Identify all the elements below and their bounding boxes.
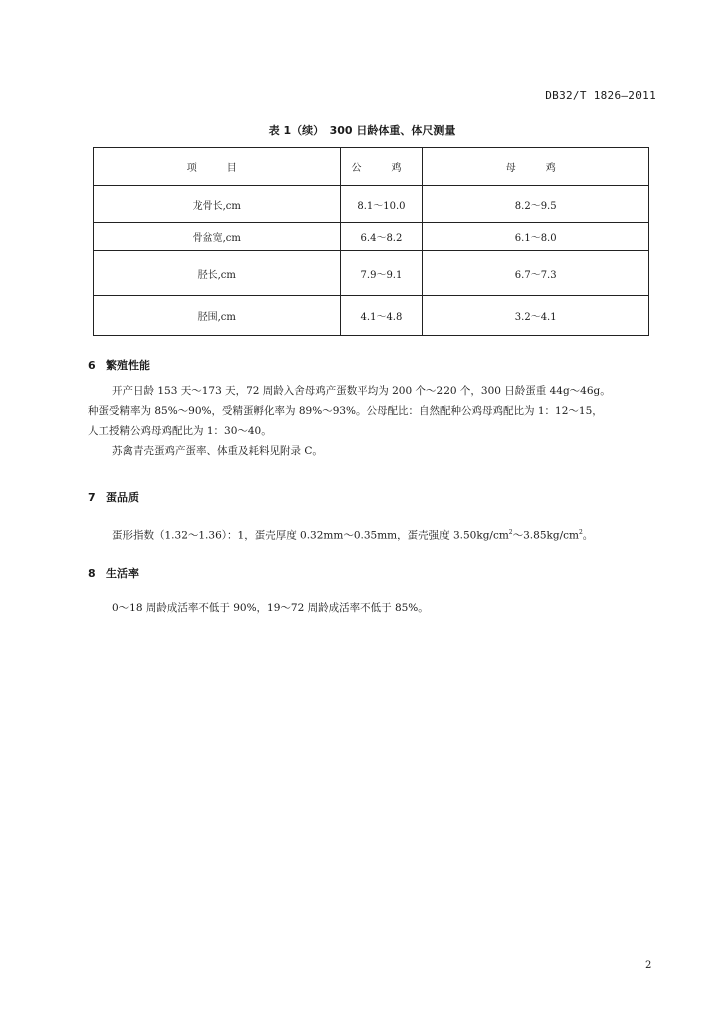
paragraph-line: 苏禽青壳蛋鸡产蛋率、体重及耗料见附录 C。 — [112, 445, 323, 457]
table-row — [94, 223, 649, 251]
section-title: 繁殖性能 — [106, 359, 150, 372]
paragraph-line — [88, 523, 658, 546]
table-header-row — [94, 148, 649, 186]
text-segment: ～3.85kg/cm — [512, 529, 579, 542]
column-header-item: 项 目 — [94, 148, 341, 186]
column-header-rooster: 公 鸡 — [340, 148, 423, 186]
row-label: 龙骨长,cm — [94, 186, 341, 223]
table-row — [94, 186, 649, 223]
paragraph-line: 人工授精公鸡母鸡配比为 1：30～40。 — [88, 425, 272, 437]
column-header-hen: 母 鸡 — [423, 148, 649, 186]
superscript: 2 — [508, 529, 513, 536]
section-body-reproduction — [88, 381, 658, 461]
paragraph-line: 种蛋受精率为 85%～90%，受精蛋孵化率为 89%～93%。公母配比：自然配种公鸡母鸡配比为 1：12～15， — [88, 405, 603, 417]
table-title: 表 1（续） 300 日龄体重、体尺测量 — [268, 124, 456, 137]
rooster-value: 8.1～10.0 — [340, 186, 423, 223]
text-segment: 蛋形指数（1.32～1.36）：1，蛋壳厚度 0.32mm～0.35mm，蛋壳强度 3.50kg/cm — [112, 529, 509, 542]
row-label: 胫围,cm — [94, 296, 341, 336]
section-number: 6 — [88, 359, 96, 372]
row-label: 胫长,cm — [94, 251, 341, 296]
page-number: 2 — [645, 960, 652, 971]
section-heading-survival-rate — [88, 565, 139, 581]
paragraph-line: 开产日龄 153 天～173 天，72 周龄入舍母鸡产蛋数平均为 200 个～220 个，300 日龄蛋重 44g～46g。 — [112, 385, 611, 397]
superscript: 2 — [578, 529, 583, 536]
section-body-egg-quality — [88, 523, 658, 546]
table-row — [94, 251, 649, 296]
section-heading-reproduction — [88, 357, 150, 373]
paragraph-line: 0～18 周龄成活率不低于 90%，19～72 周龄成活率不低于 85%。 — [112, 602, 429, 614]
hen-value: 6.1～8.0 — [423, 223, 649, 251]
section-body-survival-rate — [88, 598, 658, 618]
table-row — [94, 296, 649, 336]
section-title: 蛋品质 — [106, 491, 139, 504]
hen-value: 8.2～9.5 — [423, 186, 649, 223]
measurement-table — [93, 147, 649, 336]
section-heading-egg-quality — [88, 489, 139, 505]
rooster-value: 7.9～9.1 — [340, 251, 423, 296]
row-label: 骨盆宽,cm — [94, 223, 341, 251]
rooster-value: 6.4～8.2 — [340, 223, 423, 251]
text-segment: 。 — [582, 529, 594, 542]
hen-value: 3.2～4.1 — [423, 296, 649, 336]
standard-code: DB32/T 1826—2011 — [545, 89, 656, 102]
section-number: 7 — [88, 491, 96, 504]
hen-value: 6.7～7.3 — [423, 251, 649, 296]
rooster-value: 4.1～4.8 — [340, 296, 423, 336]
section-title: 生活率 — [106, 567, 139, 580]
section-number: 8 — [88, 567, 96, 580]
